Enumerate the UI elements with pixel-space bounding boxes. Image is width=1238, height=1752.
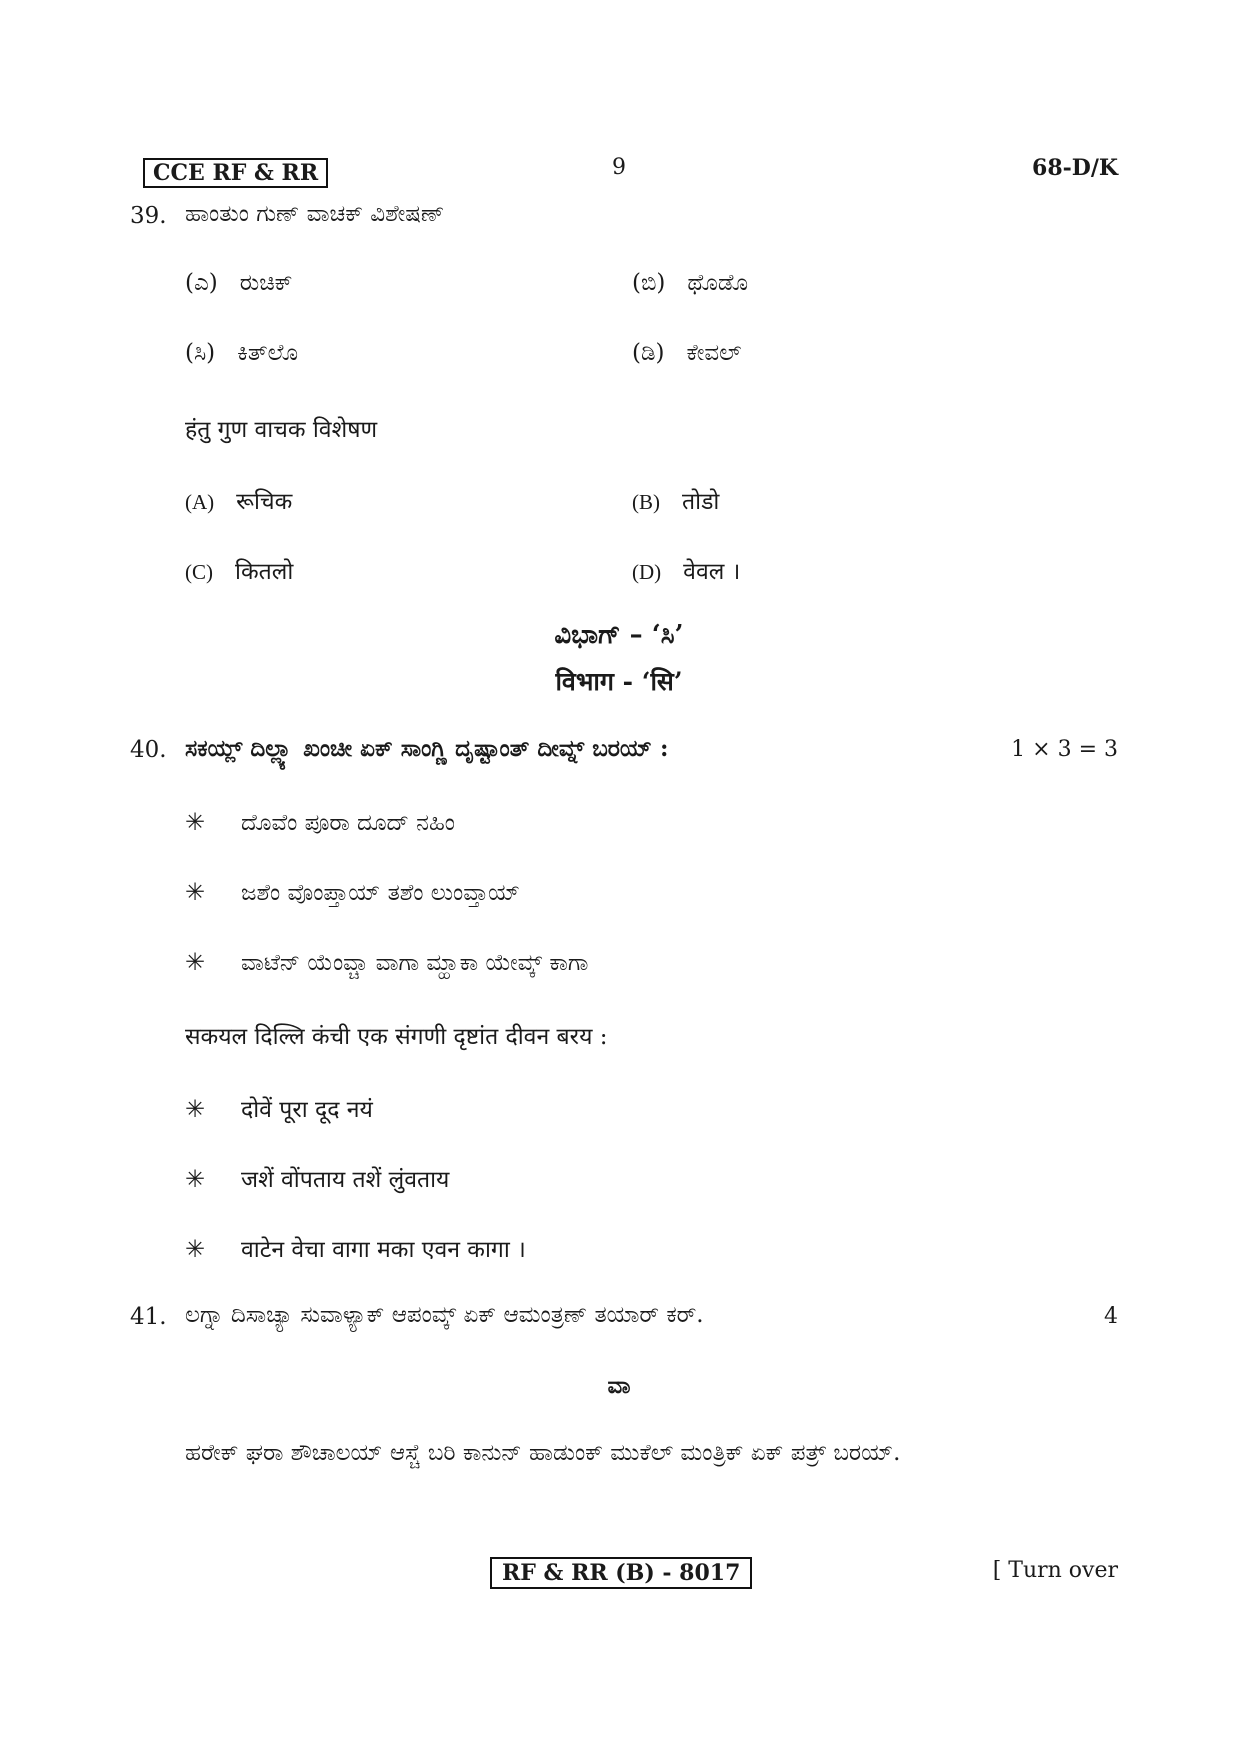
question-text-kannada: ಸಕಯ್ಲ್ ದಿಲ್ಲ್ಯಾ ಖಂಚೀ ಏಕ್ ಸಾಂಗ್ಣಿ ದೃಷ್ಟಾಂತ್ ದೀವ್ನ್ ಬರಯ್ : <box>185 735 669 762</box>
list-item <box>185 1162 449 1194</box>
option-label: (B) <box>632 490 660 514</box>
paper-code: 68-D/K <box>1032 155 1118 181</box>
list-item <box>185 1092 373 1124</box>
question-number: 41. <box>130 1304 167 1330</box>
question-text-kannada: ಲಗ್ನಾ ದಿಸಾಚ್ಯಾ ಸುವಾಳ್ಯಾಕ್ ಆಪಂವ್ಕ್ ಏಕ್ ಆಮಂತ್ರಣ್ ತಯಾರ್ ಕರ್. <box>185 1302 704 1328</box>
option-b-hindi <box>632 484 719 516</box>
option-label: (D) <box>632 560 662 584</box>
question-number: 40. <box>130 737 167 763</box>
proverb-text: ದೊವೆಂ ಪೂರಾ ದೂದ್ ನಹಿಂ <box>241 810 455 836</box>
proverb-text: जशें वोंपताय तशें लुंवताय <box>241 1167 450 1193</box>
option-text: वेवल । <box>683 559 741 585</box>
option-d-hindi <box>632 554 740 586</box>
asterisk-bullet-icon: ✳ <box>185 948 206 976</box>
option-label: (A) <box>185 490 215 514</box>
option-b-kannada <box>632 270 748 296</box>
asterisk-bullet-icon: ✳ <box>185 1095 206 1123</box>
marks: 1 × 3 = 3 <box>1011 737 1118 762</box>
option-label: (ಡಿ) <box>632 340 665 366</box>
option-c-kannada <box>185 340 298 366</box>
proverb-text: ಜಶೆಂ ವೊಂಪ್ತಾಯ್ ತಶೆಂ ಲುಂವ್ತಾಯ್ <box>241 880 521 906</box>
marks: 4 <box>1104 1304 1118 1329</box>
proverb-text: वाटेन वेचा वागा मका एवन कागा । <box>241 1237 526 1263</box>
option-text: ರುಚಿಕ್ <box>239 270 293 296</box>
question-text-kannada: ಹಾಂತುಂ ಗುಣ್ ವಾಚಕ್ ವಿಶೇಷಣ್ <box>185 201 445 227</box>
option-label: (C) <box>185 560 213 584</box>
question-number: 39. <box>130 203 167 229</box>
option-c-hindi <box>185 554 293 586</box>
option-text: ಥೊಡೊ <box>687 270 749 296</box>
option-text: रूचिक <box>236 489 293 515</box>
proverb-text: ವಾಟೆನ್ ಯೆಂವ್ಚಾ ವಾಗಾ ಮ್ಹಾಕಾ ಯೇವ್ಕ್ ಕಾಗಾ <box>241 950 589 976</box>
option-label: (ಎ) <box>185 270 218 296</box>
section-title-hindi: विभाग - ‘सि’ <box>555 667 683 696</box>
option-label: (ಬಿ) <box>632 270 666 296</box>
asterisk-bullet-icon: ✳ <box>185 1165 206 1193</box>
footer-code-box: RF & RR (B) - 8017 <box>490 1557 752 1589</box>
option-text: तोडो <box>682 489 720 515</box>
or-separator: ವಾ <box>607 1372 631 1399</box>
header-code-box: CCE RF & RR <box>143 158 328 188</box>
option-text: ಕಿತ್‌ಲೊ <box>237 340 299 366</box>
option-d-kannada <box>632 340 741 366</box>
alternative-question-text: ಹರೇಕ್ ಘರಾ ಶೌಚಾಲಯ್ ಆಸ್ಚೆ ಬರಿ ಕಾನುನ್ ಹಾಡುಂಕ್ ಮುಕೆಲ್ ಮಂತ್ರಿಕ್ ಏಕ್ ಪತ್ರ್ ಬರಯ್. <box>185 1440 901 1466</box>
turn-over-note: [ Turn over <box>992 1558 1118 1583</box>
asterisk-bullet-icon: ✳ <box>185 878 206 906</box>
list-item <box>185 878 520 906</box>
question-text-hindi: सकयल दिल्लि कंची एक संगणी दृष्टांत दीवन बरय : <box>185 1024 608 1050</box>
list-item <box>185 808 455 836</box>
question-text-hindi: हंतु गुण वाचक विशेषण <box>185 417 378 443</box>
option-text: ಕೇವಲ್ <box>686 340 742 366</box>
asterisk-bullet-icon: ✳ <box>185 1235 206 1263</box>
asterisk-bullet-icon: ✳ <box>185 808 206 836</box>
option-label: (ಸಿ) <box>185 340 216 366</box>
list-item <box>185 1232 526 1264</box>
list-item <box>185 948 588 976</box>
section-title-kannada: ವಿಭಾಗ್ – ‘ಸಿ’ <box>554 620 684 650</box>
option-text: कितलो <box>235 559 294 585</box>
proverb-text: दोवें पूरा दूद नयं <box>241 1097 373 1123</box>
option-a-hindi <box>185 484 292 516</box>
page-number: 9 <box>612 155 626 180</box>
option-a-kannada <box>185 270 292 296</box>
